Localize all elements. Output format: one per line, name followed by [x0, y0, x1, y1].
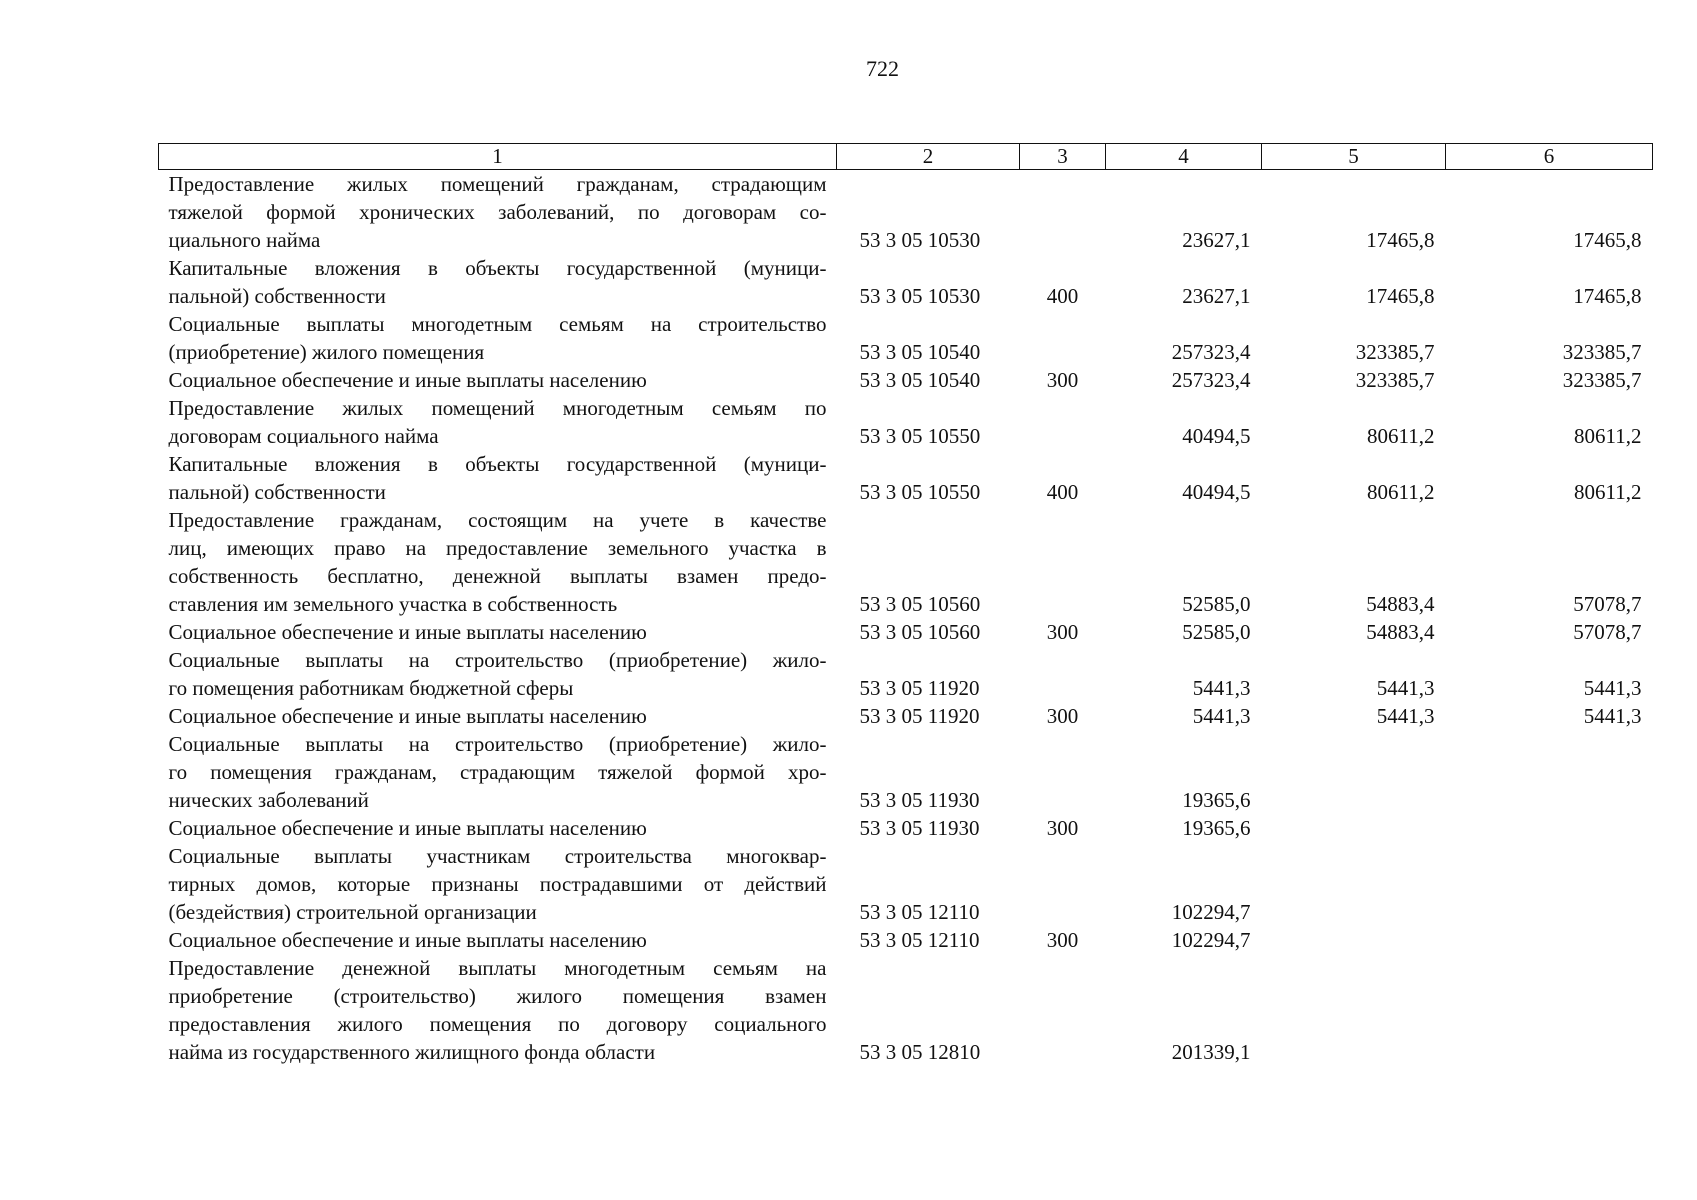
row-name-line: Социальные выплаты многодетным семьям на строительство [168, 312, 827, 336]
row-value-col5: 5441,3 [1376, 676, 1435, 700]
row-value-col5 [1262, 730, 1446, 814]
row-expense-type [1020, 170, 1106, 255]
row-name [159, 450, 837, 506]
row-name-line: Социальное обеспечение и иные выплаты населению [168, 704, 647, 728]
row-value-col6: 17465,8 [1573, 228, 1642, 252]
row-name-line: Социальное обеспечение и иные выплаты населению [168, 368, 647, 392]
row-value-col4: 5441,3 [1192, 704, 1251, 728]
row-name [159, 702, 837, 730]
table-row [159, 254, 1653, 310]
row-name-line: тирных домов, которые признаны пострадавшими от действий [168, 872, 827, 896]
row-value-col5: 54883,4 [1366, 620, 1435, 644]
row-name-line: нических заболеваний [168, 788, 369, 812]
row-name-line: лиц, имеющих право на предоставление земельного участка в [168, 536, 827, 560]
row-expense-type [1020, 506, 1106, 618]
row-value-col6 [1446, 926, 1653, 954]
row-value-col6: 57078,7 [1573, 592, 1642, 616]
row-expense-type [1020, 646, 1106, 702]
row-name [159, 842, 837, 926]
row-name-line: Социальное обеспечение и иные выплаты населению [168, 620, 647, 644]
row-value-col5: 17465,8 [1366, 228, 1435, 252]
column-header-3: 3 [1020, 144, 1106, 170]
row-expense-type [1020, 310, 1106, 366]
row-value-col4: 23627,1 [1182, 284, 1251, 308]
row-expense-type: 300 [1046, 704, 1079, 728]
column-header-1: 1 [159, 144, 837, 170]
table-row [159, 366, 1653, 394]
row-value-col6 [1446, 814, 1653, 842]
row-code: 53 3 05 12110 [859, 900, 980, 924]
table-row [159, 394, 1653, 450]
table-header-row [159, 144, 1653, 170]
row-value-col6: 5441,3 [1583, 676, 1642, 700]
row-name-line: Предоставление жилых помещений гражданам, страдающим [168, 172, 827, 196]
row-value-col5: 80611,2 [1367, 480, 1435, 504]
row-name-line: пальной) собственности [168, 284, 386, 308]
row-name-line: Предоставление жилых помещений многодетным семьям по [168, 396, 827, 420]
row-expense-type: 400 [1046, 284, 1079, 308]
table-row [159, 730, 1653, 814]
row-value-col4: 40494,5 [1182, 480, 1251, 504]
row-value-col5: 323385,7 [1355, 368, 1435, 392]
row-code: 53 3 05 10540 [859, 368, 981, 392]
table-row [159, 170, 1653, 255]
row-value-col6: 5441,3 [1583, 704, 1642, 728]
row-value-col5 [1262, 842, 1446, 926]
table-row [159, 450, 1653, 506]
table-row [159, 926, 1653, 954]
row-name [159, 814, 837, 842]
row-code: 53 3 05 10550 [859, 424, 981, 448]
row-name-line: Предоставление гражданам, состоящим на учете в качестве [168, 508, 827, 532]
row-expense-type [1020, 954, 1106, 1066]
column-header-4: 4 [1106, 144, 1262, 170]
row-value-col4: 52585,0 [1182, 620, 1251, 644]
page-number: 722 [866, 56, 899, 81]
row-value-col6: 80611,2 [1574, 424, 1642, 448]
row-value-col5: 323385,7 [1355, 340, 1435, 364]
row-name-line: собственность бесплатно, денежной выплаты взамен предо- [168, 564, 827, 588]
row-value-col4: 102294,7 [1171, 900, 1251, 924]
row-value-col5: 5441,3 [1376, 704, 1435, 728]
row-code: 53 3 05 11920 [859, 676, 980, 700]
table-row [159, 506, 1653, 618]
row-value-col6: 323385,7 [1562, 368, 1642, 392]
budget-table [158, 143, 1653, 1066]
row-code: 53 3 05 12110 [859, 928, 980, 952]
row-value-col6 [1446, 954, 1653, 1066]
row-name-line: пальной) собственности [168, 480, 386, 504]
row-name [159, 394, 837, 450]
row-value-col4: 52585,0 [1182, 592, 1251, 616]
row-code: 53 3 05 11920 [859, 704, 980, 728]
table-row [159, 618, 1653, 646]
row-name [159, 170, 837, 255]
row-value-col5 [1262, 954, 1446, 1066]
row-name-line: Социальные выплаты на строительство (приобретение) жило- [168, 732, 827, 756]
row-value-col4: 201339,1 [1171, 1040, 1251, 1064]
row-expense-type: 300 [1046, 368, 1079, 392]
row-value-col5: 17465,8 [1366, 284, 1435, 308]
row-value-col6 [1446, 730, 1653, 814]
row-value-col4: 102294,7 [1171, 928, 1251, 952]
row-expense-type [1020, 730, 1106, 814]
row-name [159, 646, 837, 702]
table-row [159, 702, 1653, 730]
table-row [159, 842, 1653, 926]
row-name-line: Социальное обеспечение и иные выплаты населению [168, 928, 647, 952]
row-name [159, 254, 837, 310]
row-name-line: Капитальные вложения в объекты государственной (муници- [168, 256, 827, 280]
table-row [159, 646, 1653, 702]
table-body [159, 170, 1653, 1067]
row-code: 53 3 05 10530 [859, 284, 981, 308]
row-code: 53 3 05 11930 [859, 788, 980, 812]
row-value-col6: 80611,2 [1574, 480, 1642, 504]
row-name-line: (бездействия) строительной организации [168, 900, 537, 924]
row-name-line: найма из государственного жилищного фонда области [168, 1040, 656, 1064]
row-name-line: циального найма [168, 228, 321, 252]
row-value-col5: 80611,2 [1367, 424, 1435, 448]
row-value-col5 [1262, 926, 1446, 954]
row-name-line: договорам социального найма [168, 424, 439, 448]
row-value-col4: 23627,1 [1182, 228, 1251, 252]
row-name-line: Социальные выплаты на строительство (приобретение) жило- [168, 648, 827, 672]
row-name-line: го помещения гражданам, страдающим тяжелой формой хро- [168, 760, 827, 784]
row-name-line: Социальные выплаты участникам строительства многоквар- [168, 844, 827, 868]
row-value-col4: 40494,5 [1182, 424, 1251, 448]
row-name-line: Социальное обеспечение и иные выплаты населению [168, 816, 647, 840]
row-name [159, 366, 837, 394]
column-header-2: 2 [837, 144, 1020, 170]
row-name [159, 506, 837, 618]
row-name-line: (приобретение) жилого помещения [168, 340, 485, 364]
row-name-line: Капитальные вложения в объекты государственной (муници- [168, 452, 827, 476]
row-value-col6 [1446, 842, 1653, 926]
row-value-col4: 257323,4 [1171, 368, 1251, 392]
row-code: 53 3 05 10560 [859, 592, 981, 616]
column-header-6: 6 [1446, 144, 1653, 170]
row-code: 53 3 05 12810 [859, 1040, 981, 1064]
row-name [159, 618, 837, 646]
column-header-5: 5 [1262, 144, 1446, 170]
row-expense-type: 300 [1046, 620, 1079, 644]
row-code: 53 3 05 11930 [859, 816, 980, 840]
row-name-line: Предоставление денежной выплаты многодетным семьям на [168, 956, 827, 980]
row-value-col5 [1262, 814, 1446, 842]
row-name [159, 926, 837, 954]
table-row [159, 310, 1653, 366]
row-code: 53 3 05 10560 [859, 620, 981, 644]
row-value-col6: 17465,8 [1573, 284, 1642, 308]
row-name-line: тяжелой формой хронических заболеваний, по договорам со- [168, 200, 827, 224]
row-expense-type: 400 [1046, 480, 1079, 504]
row-value-col4: 19365,6 [1182, 816, 1251, 840]
row-expense-type: 300 [1046, 928, 1079, 952]
row-name-line: ставления им земельного участка в собственность [168, 592, 618, 616]
row-value-col4: 19365,6 [1182, 788, 1251, 812]
row-value-col5: 54883,4 [1366, 592, 1435, 616]
row-name-line: го помещения работникам бюджетной сферы [168, 676, 574, 700]
row-name-line: предоставления жилого помещения по договору социального [168, 1012, 827, 1036]
row-name [159, 310, 837, 366]
row-name-line: приобретение (строительство) жилого помещения взамен [168, 984, 827, 1008]
row-expense-type [1020, 394, 1106, 450]
row-name [159, 730, 837, 814]
row-expense-type [1020, 842, 1106, 926]
row-expense-type: 300 [1046, 816, 1079, 840]
row-value-col6: 323385,7 [1562, 340, 1642, 364]
row-value-col4: 257323,4 [1171, 340, 1251, 364]
row-value-col4: 5441,3 [1192, 676, 1251, 700]
row-code: 53 3 05 10530 [859, 228, 981, 252]
table-row [159, 814, 1653, 842]
row-code: 53 3 05 10540 [859, 340, 981, 364]
row-value-col6: 57078,7 [1573, 620, 1642, 644]
row-name [159, 954, 837, 1066]
table-row [159, 954, 1653, 1066]
row-code: 53 3 05 10550 [859, 480, 981, 504]
